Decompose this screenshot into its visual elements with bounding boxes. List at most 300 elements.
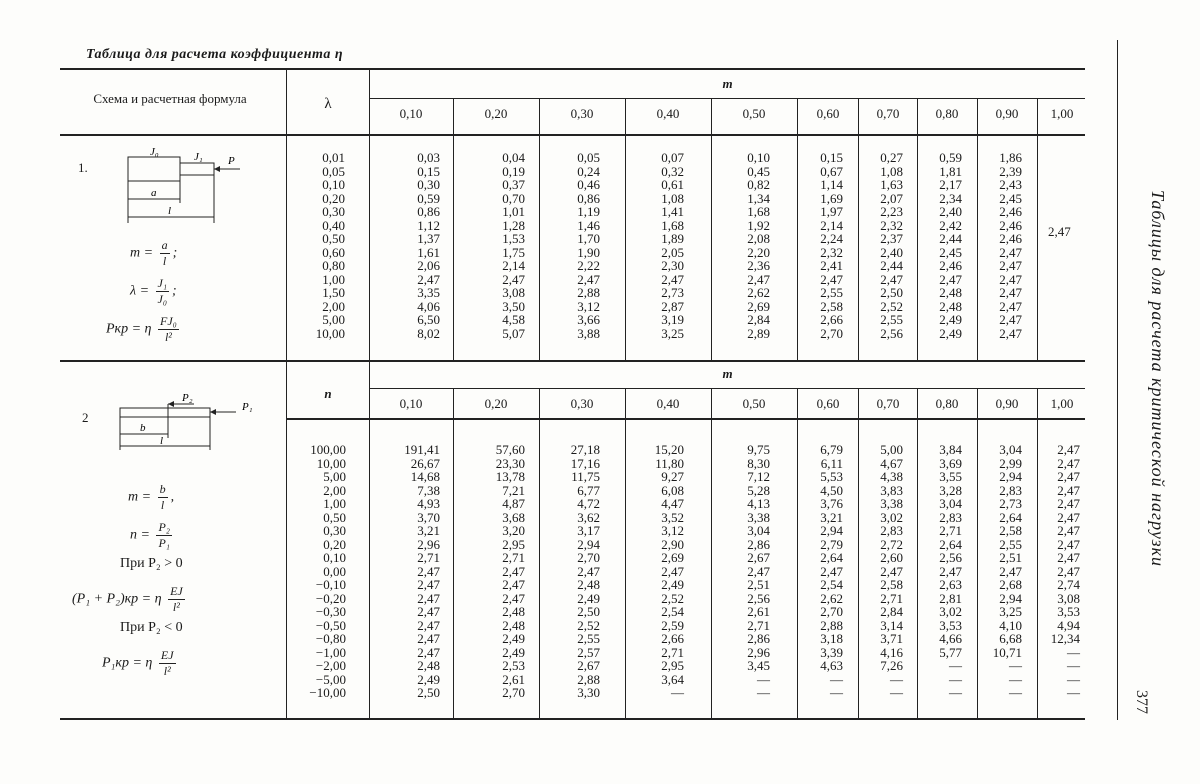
m-value-header: 0,80 [935, 396, 959, 411]
value-cell: 3,38 [880, 496, 903, 511]
value-cell: 2,83 [999, 482, 1022, 498]
value-column [820, 443, 843, 700]
section-divider [60, 360, 1085, 362]
col-rule [797, 388, 798, 718]
value-cell: 3,68 [502, 509, 525, 525]
value-cell: 9,75 [747, 442, 770, 457]
param-cell: 5,00 [322, 312, 345, 327]
value-cell: 1,12 [417, 217, 440, 233]
value-cell: 2,47 [417, 644, 440, 660]
value-cell: 3,04 [999, 442, 1022, 457]
col-rule [917, 388, 918, 718]
value-cell: 2,70 [502, 685, 525, 700]
col-rule [977, 98, 978, 360]
value-column [571, 443, 600, 700]
value-cell: 3,53 [1057, 604, 1080, 619]
param-cell: −10,00 [309, 685, 346, 700]
value-cell: 10,71 [992, 644, 1022, 660]
value-cell: 2,47 [1057, 523, 1080, 538]
value-cell: 2,71 [417, 550, 440, 565]
value-cell: 2,70 [820, 325, 843, 341]
value-cell: 17,16 [570, 455, 600, 471]
param-cell: −0,50 [315, 617, 346, 633]
m-value-header: 0,40 [656, 396, 680, 411]
value-cell: 3,76 [820, 496, 843, 511]
numerator: FJ₀ [160, 314, 177, 328]
value-cell: 0,24 [577, 163, 600, 179]
value-cell: 3,50 [502, 298, 525, 314]
header-rule-1 [60, 134, 1085, 136]
value-cell: 4,93 [417, 496, 440, 511]
a-label: a [151, 187, 157, 199]
value-cell: 2,90 [661, 536, 684, 552]
m-value-header: 0,50 [742, 396, 766, 411]
scheme-header: Схема и расчетная формула [93, 91, 247, 106]
value-cell: — [1067, 685, 1080, 700]
value-cell: 3,14 [880, 617, 903, 633]
value-cell: 0,61 [661, 177, 684, 192]
value-cell: 2,71 [747, 617, 770, 633]
value-cell: 5,00 [880, 442, 903, 457]
value-cell: 2,84 [747, 312, 770, 327]
formula-n [130, 520, 175, 551]
value-cell: 2,30 [661, 258, 684, 273]
bar-diagram-1 [118, 145, 248, 225]
param-cell: 2,00 [322, 298, 345, 314]
bar-diagram-2 [112, 392, 262, 454]
value-cell: 2,49 [502, 631, 525, 646]
value-cell: 2,23 [880, 204, 903, 219]
value-column [417, 151, 440, 340]
param-cell: 0,20 [323, 536, 346, 552]
value-cell: 2,48 [417, 658, 440, 673]
value-cell: 2,48 [939, 285, 962, 300]
numerator: P₂ [158, 520, 170, 534]
value-cell: 7,21 [502, 482, 525, 498]
fraction [158, 314, 179, 345]
value-cell: 2,53 [502, 658, 525, 673]
value-cell: 2,44 [880, 258, 903, 273]
value-cell: 2,47 [417, 631, 440, 646]
denominator: P₁ [158, 536, 170, 550]
value-cell: — [671, 685, 684, 700]
m-value-header: 0,80 [935, 106, 959, 121]
formula-tail: , [170, 489, 175, 505]
value-cell: 2,94 [820, 523, 843, 538]
value-cell: 4,66 [939, 631, 962, 646]
value-cell: 2,88 [577, 285, 600, 300]
m-value-header: 0,90 [995, 106, 1019, 121]
value-cell: — [1009, 685, 1022, 700]
lambda-header: λ [324, 96, 332, 112]
col-rule [917, 98, 918, 360]
value-cell: 3,21 [820, 509, 843, 525]
value-cell: 2,61 [747, 604, 770, 619]
col-rule [625, 388, 626, 718]
value-cell: 6,50 [417, 312, 440, 327]
value-cell: 1,08 [661, 190, 684, 206]
value-cell: 2,83 [939, 509, 962, 525]
col-rule [1037, 98, 1038, 360]
value-cell: — [1067, 644, 1080, 660]
value-cell: 1,69 [820, 190, 843, 206]
value-cell: 2,37 [880, 231, 903, 246]
value-cell: 2,47 [417, 271, 440, 287]
value-cell: 2,69 [661, 550, 684, 565]
col-rule [453, 98, 454, 360]
value-cell: 4,16 [880, 644, 903, 660]
value-cell: 2,83 [880, 523, 903, 538]
param-cell: −2,00 [315, 658, 346, 673]
value-cell: 2,86 [747, 536, 770, 552]
value-cell: 0,07 [661, 150, 684, 165]
value-cell: 2,47 [417, 604, 440, 619]
value-cell: 2,34 [939, 190, 962, 206]
value-cell: 26,67 [410, 455, 440, 471]
value-cell: 2,39 [999, 163, 1022, 179]
value-cell: 2,49 [502, 644, 525, 660]
value-cell: 1,89 [661, 231, 684, 246]
m-value-header: 0,70 [876, 396, 900, 411]
value-cell: — [890, 685, 903, 700]
value-column [993, 443, 1022, 700]
value-cell: 3,38 [747, 509, 770, 525]
m-value-header: 0,30 [570, 106, 594, 121]
m-value-header: 0,10 [399, 396, 423, 411]
value-cell: 11,80 [655, 455, 684, 471]
m-value-header: 0,20 [484, 106, 508, 121]
formula-m-1 [130, 238, 177, 269]
value-cell: 1,28 [502, 217, 525, 233]
value-cell: 4,87 [502, 496, 525, 511]
value-cell: 2,52 [661, 590, 684, 606]
value-cell: 2,50 [577, 604, 600, 619]
param-cell: 0,01 [322, 150, 345, 165]
param-cell: 0,10 [323, 550, 346, 565]
col-rule [858, 98, 859, 360]
denominator: l [160, 498, 165, 512]
col-rule [711, 98, 712, 360]
value-cell: 2,67 [747, 550, 770, 565]
col-rule [369, 360, 370, 718]
value-cell: 2,47 [747, 271, 770, 287]
param-cell: 0,50 [322, 231, 345, 246]
value-cell: 4,94 [1057, 617, 1080, 633]
value-column [880, 443, 903, 700]
fraction [156, 520, 172, 551]
param-cell: 1,00 [322, 271, 345, 287]
value-cell: — [1067, 658, 1080, 673]
param-cell: 0,80 [322, 258, 345, 273]
value-column [1051, 443, 1080, 700]
value-cell: 2,43 [999, 177, 1022, 192]
value-cell: 3,45 [747, 658, 770, 673]
condition-positive: При P₂ > 0 [120, 556, 183, 571]
top-rule [60, 68, 1085, 70]
value-cell: 2,47 [661, 271, 684, 287]
value-cell: 2,74 [1057, 577, 1080, 592]
m-value-header: 0,70 [876, 106, 900, 121]
m-value-header: 0,60 [816, 106, 840, 121]
value-cell: 2,84 [880, 604, 903, 619]
value-cell: 2,14 [820, 217, 843, 233]
value-cell: 4,67 [880, 455, 903, 471]
value-column [747, 443, 770, 700]
value-cell: 4,58 [502, 312, 525, 327]
value-cell: 0,59 [417, 190, 440, 206]
numerator: J₁ [157, 276, 168, 290]
b-label: b [140, 422, 146, 434]
m-value-header: 1,00 [1050, 106, 1074, 121]
value-cell: 2,47 [999, 312, 1022, 327]
value-cell: 11,75 [571, 469, 600, 484]
value-cell: 6,11 [820, 455, 843, 471]
value-cell: — [830, 685, 843, 700]
formula-sum [72, 584, 188, 615]
value-cell: 2,96 [417, 536, 440, 552]
value-column [655, 443, 684, 700]
value-cell: 2,24 [820, 231, 843, 246]
value-cell: 2,71 [880, 590, 903, 606]
param-cell: −0,30 [315, 604, 346, 619]
param-cell: 0,20 [322, 190, 345, 206]
value-cell: 0,86 [417, 204, 440, 219]
value-cell: 2,88 [820, 617, 843, 633]
denominator: l² [164, 330, 172, 344]
value-cell: 2,45 [939, 244, 962, 260]
value-cell: 2,47 [417, 617, 440, 633]
formula-lambda [130, 276, 177, 307]
value-cell: 2,59 [661, 617, 684, 633]
value-cell: 2,05 [661, 244, 684, 260]
value-cell: 2,47 [502, 563, 525, 579]
value-cell: 2,64 [939, 536, 962, 552]
value-cell: 2,48 [502, 604, 525, 619]
value-cell: 1,37 [417, 231, 440, 246]
value-cell: 5,28 [747, 482, 770, 498]
denominator: J₀ [157, 292, 168, 306]
value-cell: 2,49 [661, 577, 684, 592]
value-column [820, 151, 843, 340]
value-cell: 1,01 [502, 204, 525, 219]
value-cell: 2,54 [661, 604, 684, 619]
value-cell: 2,47 [939, 271, 962, 287]
value-cell: — [757, 685, 770, 700]
l-label: l [160, 435, 164, 447]
numerator: a [161, 238, 168, 252]
value-cell: 2,47 [661, 563, 684, 579]
value-cell: 5,77 [939, 644, 962, 660]
value-cell: 2,47 [1057, 509, 1080, 525]
value-cell: 3,52 [661, 509, 684, 525]
col-rule [1037, 388, 1038, 718]
value-cell: — [1067, 671, 1080, 687]
value-cell: 4,13 [747, 496, 770, 511]
scheme-number-2: 2 [82, 410, 89, 425]
value-cell: 2,32 [820, 244, 843, 260]
value-column [999, 151, 1022, 340]
value-cell: 2,47 [999, 285, 1022, 300]
value-cell: 0,10 [747, 150, 770, 165]
formula-lhs: n = [130, 527, 150, 543]
value-cell: 1,92 [747, 217, 770, 233]
value-cell: 2,49 [939, 312, 962, 327]
value-cell: 2,50 [880, 285, 903, 300]
value-cell: 2,47 [747, 563, 770, 579]
value-cell: 2,88 [577, 671, 600, 687]
formula-lhs: m = [130, 245, 154, 261]
value-cell: 2,55 [880, 312, 903, 327]
value-cell: 3,69 [939, 455, 962, 471]
m-value-header: 0,10 [399, 106, 423, 121]
value-cell: 2,71 [661, 644, 684, 660]
value-column [661, 151, 684, 340]
denominator: l² [172, 600, 180, 614]
value-cell: 1,34 [747, 190, 770, 206]
fraction [158, 482, 168, 513]
value-cell: 3,25 [661, 325, 684, 341]
value-cell: 2,46 [939, 258, 962, 273]
value-cell: 3,02 [880, 509, 903, 525]
value-cell: 2,47 [999, 258, 1022, 273]
value-cell: 3,35 [417, 285, 440, 300]
value-cell: 2,70 [577, 550, 600, 565]
m-value-header: 0,40 [656, 106, 680, 121]
param-cell: 0,60 [322, 244, 345, 260]
value-cell: 4,63 [820, 658, 843, 673]
value-cell: 2,06 [417, 258, 440, 273]
param-cell: −1,00 [315, 644, 346, 660]
last-column-value: 2,47 [1048, 224, 1071, 239]
value-cell: 2,67 [577, 658, 600, 673]
value-cell: 2,40 [880, 244, 903, 260]
value-cell: 3,84 [939, 442, 962, 457]
value-cell: 3,04 [747, 523, 770, 538]
value-cell: 2,56 [747, 590, 770, 606]
formula-tail: ; [172, 245, 178, 261]
value-cell: 2,47 [417, 563, 440, 579]
value-cell: 2,94 [999, 469, 1022, 484]
value-cell: 0,15 [820, 150, 843, 165]
value-cell: 3,08 [1057, 590, 1080, 606]
value-cell: 2,47 [999, 325, 1022, 341]
col-rule [453, 388, 454, 718]
value-cell: 2,48 [502, 617, 525, 633]
value-cell: 2,58 [820, 298, 843, 314]
value-cell: 7,12 [747, 469, 770, 484]
value-cell: 2,48 [939, 298, 962, 314]
value-cell: 2,17 [939, 177, 962, 192]
value-cell: 1,81 [939, 163, 962, 179]
param-cell: −0,10 [315, 577, 346, 592]
value-cell: 12,34 [1050, 631, 1080, 646]
value-cell: 2,47 [417, 590, 440, 606]
value-column [747, 151, 770, 340]
value-cell: 1,75 [502, 244, 525, 260]
value-cell: 0,05 [577, 150, 600, 165]
value-cell: 2,72 [880, 536, 903, 552]
m-value-header: 0,60 [816, 396, 840, 411]
bottom-rule [60, 718, 1085, 720]
value-cell: 2,46 [999, 217, 1022, 233]
value-cell: 3,88 [577, 325, 600, 341]
param-column [316, 151, 345, 340]
numerator: b [159, 482, 166, 496]
value-cell: 2,71 [939, 523, 962, 538]
value-cell: 3,02 [939, 604, 962, 619]
value-cell: 2,47 [939, 563, 962, 579]
value-cell: 2,87 [661, 298, 684, 314]
value-cell: 5,07 [502, 325, 525, 341]
formula-lhs: (P₁ + P₂)кр = η [72, 591, 162, 607]
m-value-header: 0,50 [742, 106, 766, 121]
formula-lhs: P₁кр = η [102, 655, 153, 671]
m-value-header: 0,30 [570, 396, 594, 411]
value-cell: 3,62 [577, 509, 600, 525]
margin-rule [1117, 40, 1118, 720]
value-cell: 1,08 [880, 163, 903, 179]
value-cell: — [1009, 658, 1022, 673]
value-cell: 8,02 [417, 325, 440, 341]
value-cell: 2,47 [577, 563, 600, 579]
value-cell: 2,66 [661, 631, 684, 646]
value-cell: 15,20 [654, 442, 684, 457]
param-cell: −5,00 [315, 671, 346, 687]
value-cell: 1,53 [502, 231, 525, 246]
value-cell: 2,47 [1057, 536, 1080, 552]
value-cell: 6,68 [999, 631, 1022, 646]
value-cell: 2,73 [999, 496, 1022, 511]
m-value-header: 0,20 [484, 396, 508, 411]
value-cell: 2,47 [1057, 550, 1080, 565]
col-rule [625, 98, 626, 360]
value-cell: 2,49 [577, 590, 600, 606]
value-cell: 2,47 [1057, 469, 1080, 484]
j1-label: J₁ [194, 151, 203, 163]
value-cell: 0,70 [502, 190, 525, 206]
value-cell: 2,54 [820, 577, 843, 592]
param-cell: 1,50 [322, 285, 345, 300]
value-cell: 2,94 [999, 590, 1022, 606]
m-header-2: m [722, 366, 733, 381]
value-column [880, 151, 903, 340]
fraction [168, 584, 185, 615]
value-cell: 2,47 [1057, 455, 1080, 471]
value-cell: 2,95 [502, 536, 525, 552]
value-cell: 2,55 [577, 631, 600, 646]
value-cell: 1,90 [577, 244, 600, 260]
value-cell: 3,25 [999, 604, 1022, 619]
value-cell: 0,32 [661, 163, 684, 179]
value-cell: 7,38 [417, 482, 440, 498]
param-cell: 5,00 [323, 469, 346, 484]
col-rule [858, 388, 859, 718]
formula-tail: ; [172, 283, 177, 299]
condition-negative: При P₂ < 0 [120, 620, 183, 635]
value-cell: 0,59 [939, 150, 962, 165]
value-cell: 2,58 [880, 577, 903, 592]
value-cell: 2,47 [417, 577, 440, 592]
value-cell: 0,45 [747, 163, 770, 179]
value-cell: 2,61 [502, 671, 525, 687]
formula-lhs: λ = [130, 283, 150, 299]
param-cell: 10,00 [315, 325, 345, 341]
value-cell: 3,20 [502, 523, 525, 538]
value-cell: 1,63 [880, 177, 903, 192]
param-cell: 100,00 [310, 442, 346, 457]
value-cell: 2,64 [999, 509, 1022, 525]
value-cell: 0,04 [502, 150, 525, 165]
